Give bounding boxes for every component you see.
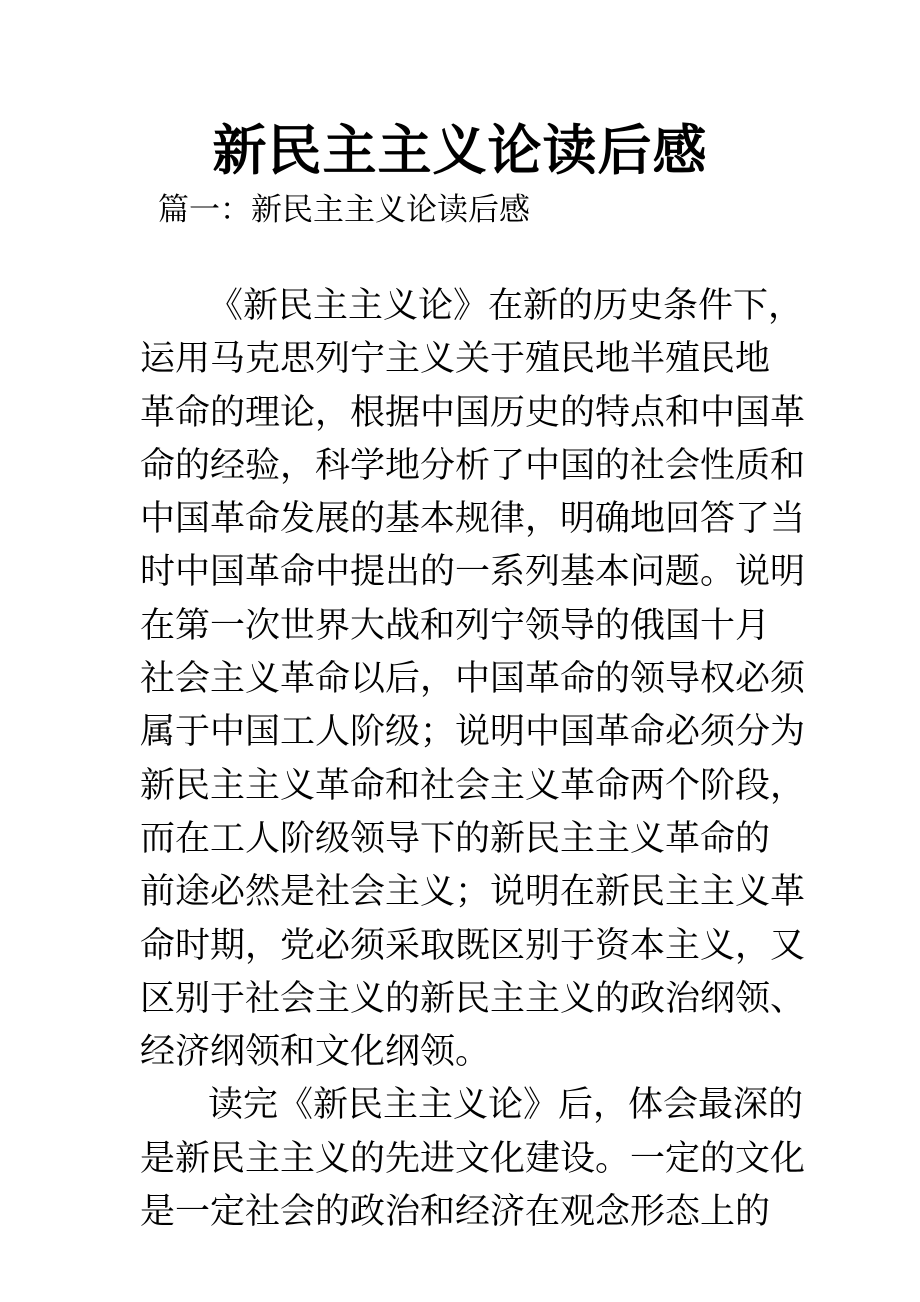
text-line: 读完《新民主主义论》后，体会最深的 (208, 1085, 804, 1126)
text-line: 是新民主主义的先进文化建设。一定的文化 (140, 1138, 806, 1179)
text-line: 区别于社会主义的新民主主义的政治纲领、 (140, 978, 806, 1019)
text-line: 革命的理论，根据中国历史的特点和中国革 (140, 392, 806, 433)
text-line: 中国革命发展的基本规律，明确地回答了当 (140, 499, 806, 540)
text-line: 《新民主主义论》在新的历史条件下， (208, 286, 804, 326)
body-text (140, 280, 820, 1239)
text-line: 新民主主义革命和社会主义革命两个阶段， (140, 765, 806, 806)
text-line: 经济纲领和文化纲领。 (140, 1032, 491, 1073)
text-line: 命的经验，科学地分析了中国的社会性质和 (140, 445, 806, 486)
text-line: 是一定社会的政治和经济在观念形态上的 (140, 1192, 771, 1233)
section-subtitle: 篇一：新民主主义论读后感 (158, 192, 530, 228)
page-title: 新民主主义论读后感 (212, 118, 708, 182)
text-line: 在第一次世界大战和列宁领导的俄国十月 (140, 605, 771, 646)
text-line: 前途必然是社会主义；说明在新民主主义革 (140, 872, 806, 913)
text-line: 运用马克思列宁主义关于殖民地半殖民地 (140, 339, 771, 380)
text-line: 而在工人阶级领导下的新民主主义革命的 (140, 818, 771, 859)
text-line: 命时期，党必须采取既区别于资本主义，又 (140, 925, 806, 966)
text-line: 时中国革命中提出的一系列基本问题。说明 (140, 552, 806, 593)
text-line: 属于中国工人阶级；说明中国革命必须分为 (140, 712, 806, 753)
text-line: 社会主义革命以后，中国革命的领导权必须 (140, 659, 806, 700)
